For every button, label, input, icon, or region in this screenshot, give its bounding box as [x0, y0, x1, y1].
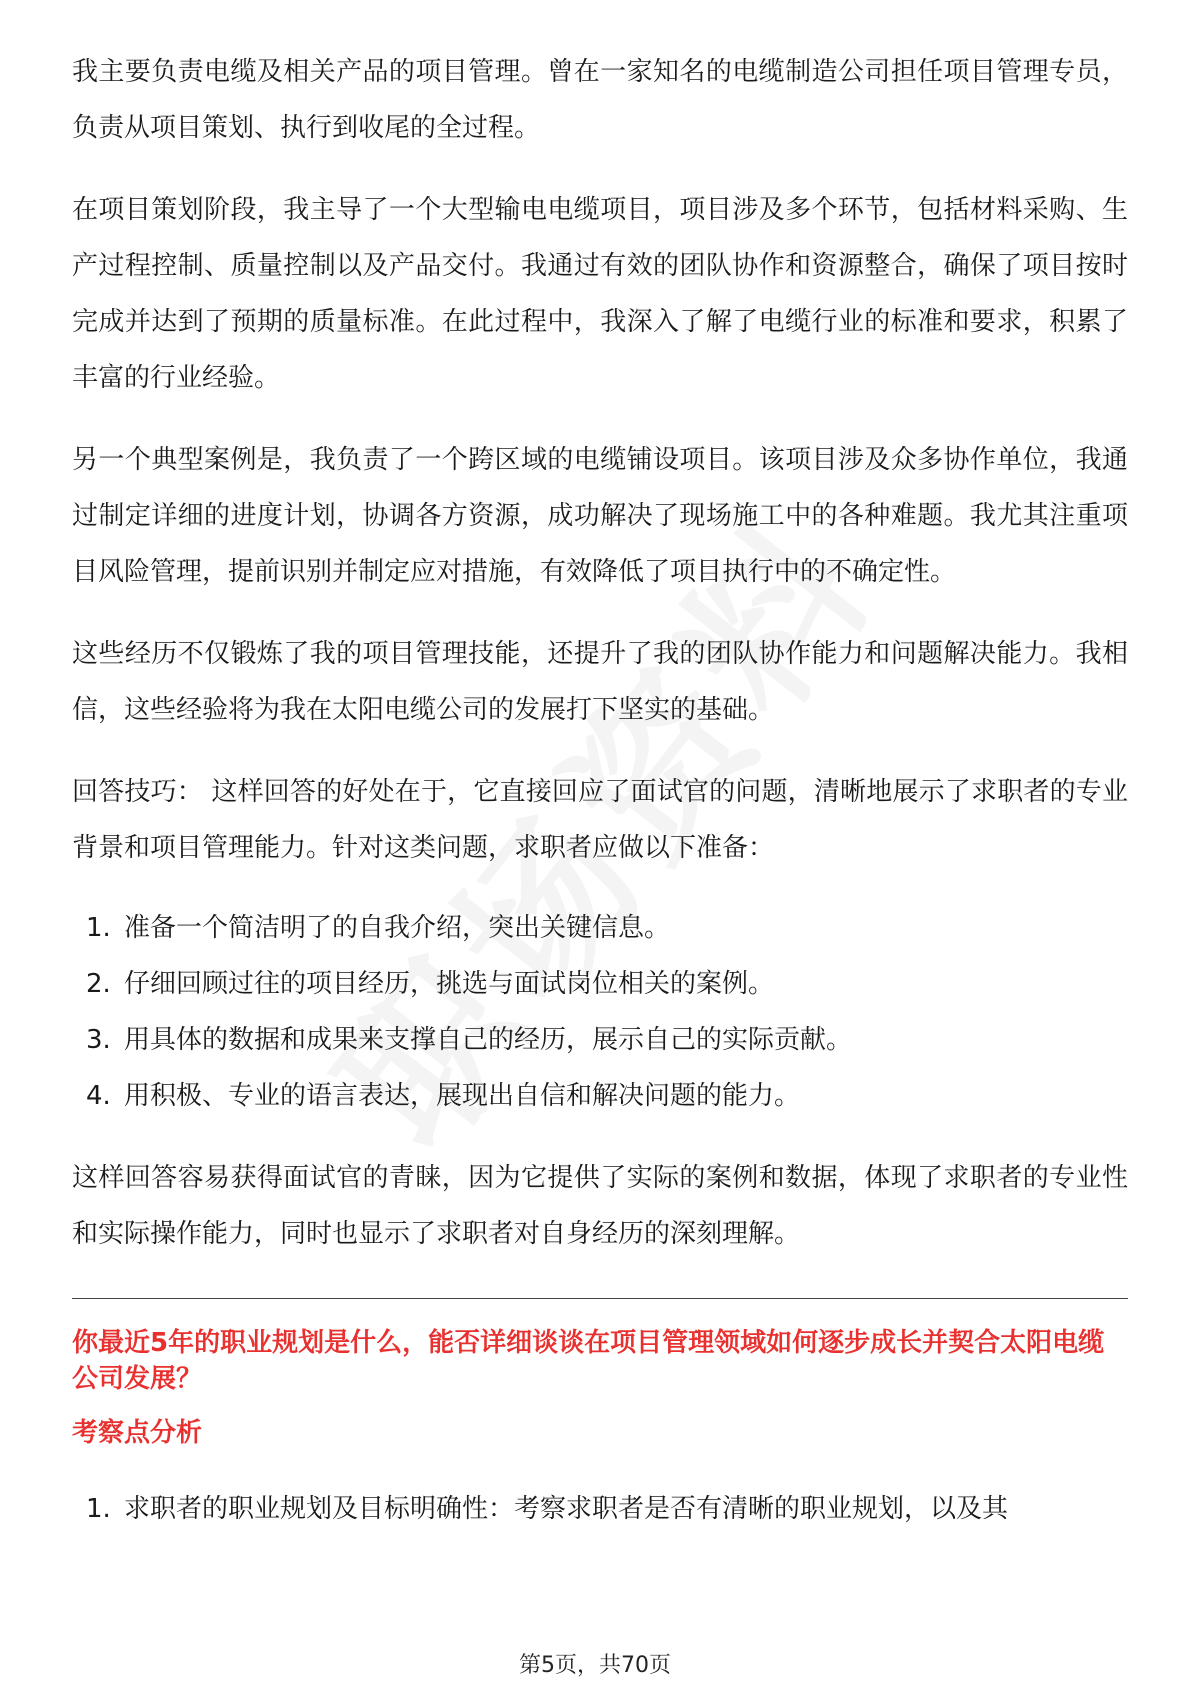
list-item-number: 2. [86, 969, 111, 999]
document-page [72, 44, 1128, 1524]
list-item [72, 900, 1128, 956]
paragraph-case-2: 另一个典型案例是，我负责了一个跨区域的电缆铺设项目。该项目涉及众多协作单位，我通过制定详细的进度计划，协调各方资源，成功解决了现场施工中的各种难题。我尤其注重项目风险管理，提前识别并制定应对措施，有效降低了项目执行中的不确定性。 [72, 445, 1128, 587]
list-item-text: 准备一个简洁明了的自我介绍，突出关键信息。 [124, 913, 671, 943]
section-heading: 考察点分析 [72, 1418, 203, 1448]
list-item [72, 956, 1128, 1012]
paragraph-intro: 我主要负责电缆及相关产品的项目管理。曾在一家知名的电缆制造公司担任项目管理专员，负责从项目策划、执行到收尾的全过程。 [72, 57, 1128, 143]
tips-list [72, 900, 1128, 1124]
list-item-number: 4. [86, 1081, 111, 1111]
page-number-footer: 第5页，共70页 [0, 1648, 1190, 1679]
list-item-text: 仔细回顾过往的项目经历，挑选与面试岗位相关的案例。 [124, 969, 775, 999]
section-divider [72, 1298, 1128, 1299]
paragraph-answer-tips: 回答技巧： 这样回答的好处在于，它直接回应了面试官的问题，清晰地展示了求职者的专业背景和项目管理能力。针对这类问题，求职者应做以下准备： [72, 777, 1128, 863]
paragraph-case-1: 在项目策划阶段，我主导了一个大型输电电缆项目，项目涉及多个环节，包括材料采购、生产过程控制、质量控制以及产品交付。我通过有效的团队协作和资源整合，确保了项目按时完成并达到了预期的质量标准。在此过程中，我深入了解了电缆行业的标准和要求，积累了丰富的行业经验。 [72, 195, 1128, 393]
list-item-number: 1. [86, 913, 111, 943]
list-item [72, 1068, 1128, 1124]
paragraph-summary: 这些经历不仅锻炼了我的项目管理技能，还提升了我的团队协作能力和问题解决能力。我相信，这些经验将为我在太阳电缆公司的发展打下坚实的基础。 [72, 639, 1128, 725]
question-heading: 你最近5年的职业规划是什么，能否详细谈谈在项目管理领域如何逐步成长并契合太阳电缆公司发展？ [72, 1328, 1105, 1394]
list-item-number: 1. [86, 1494, 111, 1524]
list-item-partial [72, 1481, 1128, 1524]
list-item-text: 求职者的职业规划及目标明确性：考察求职者是否有清晰的职业规划，以及其 [124, 1494, 1009, 1524]
paragraph-closing: 这样回答容易获得面试官的青睐，因为它提供了实际的案例和数据，体现了求职者的专业性和实际操作能力，同时也显示了求职者对自身经历的深刻理解。 [72, 1163, 1128, 1249]
list-item-number: 3. [86, 1025, 111, 1055]
list-item [72, 1012, 1128, 1068]
list-item-text: 用积极、专业的语言表达，展现出自信和解决问题的能力。 [124, 1081, 801, 1111]
list-item-text: 用具体的数据和成果来支撑自己的经历，展示自己的实际贡献。 [124, 1025, 853, 1055]
